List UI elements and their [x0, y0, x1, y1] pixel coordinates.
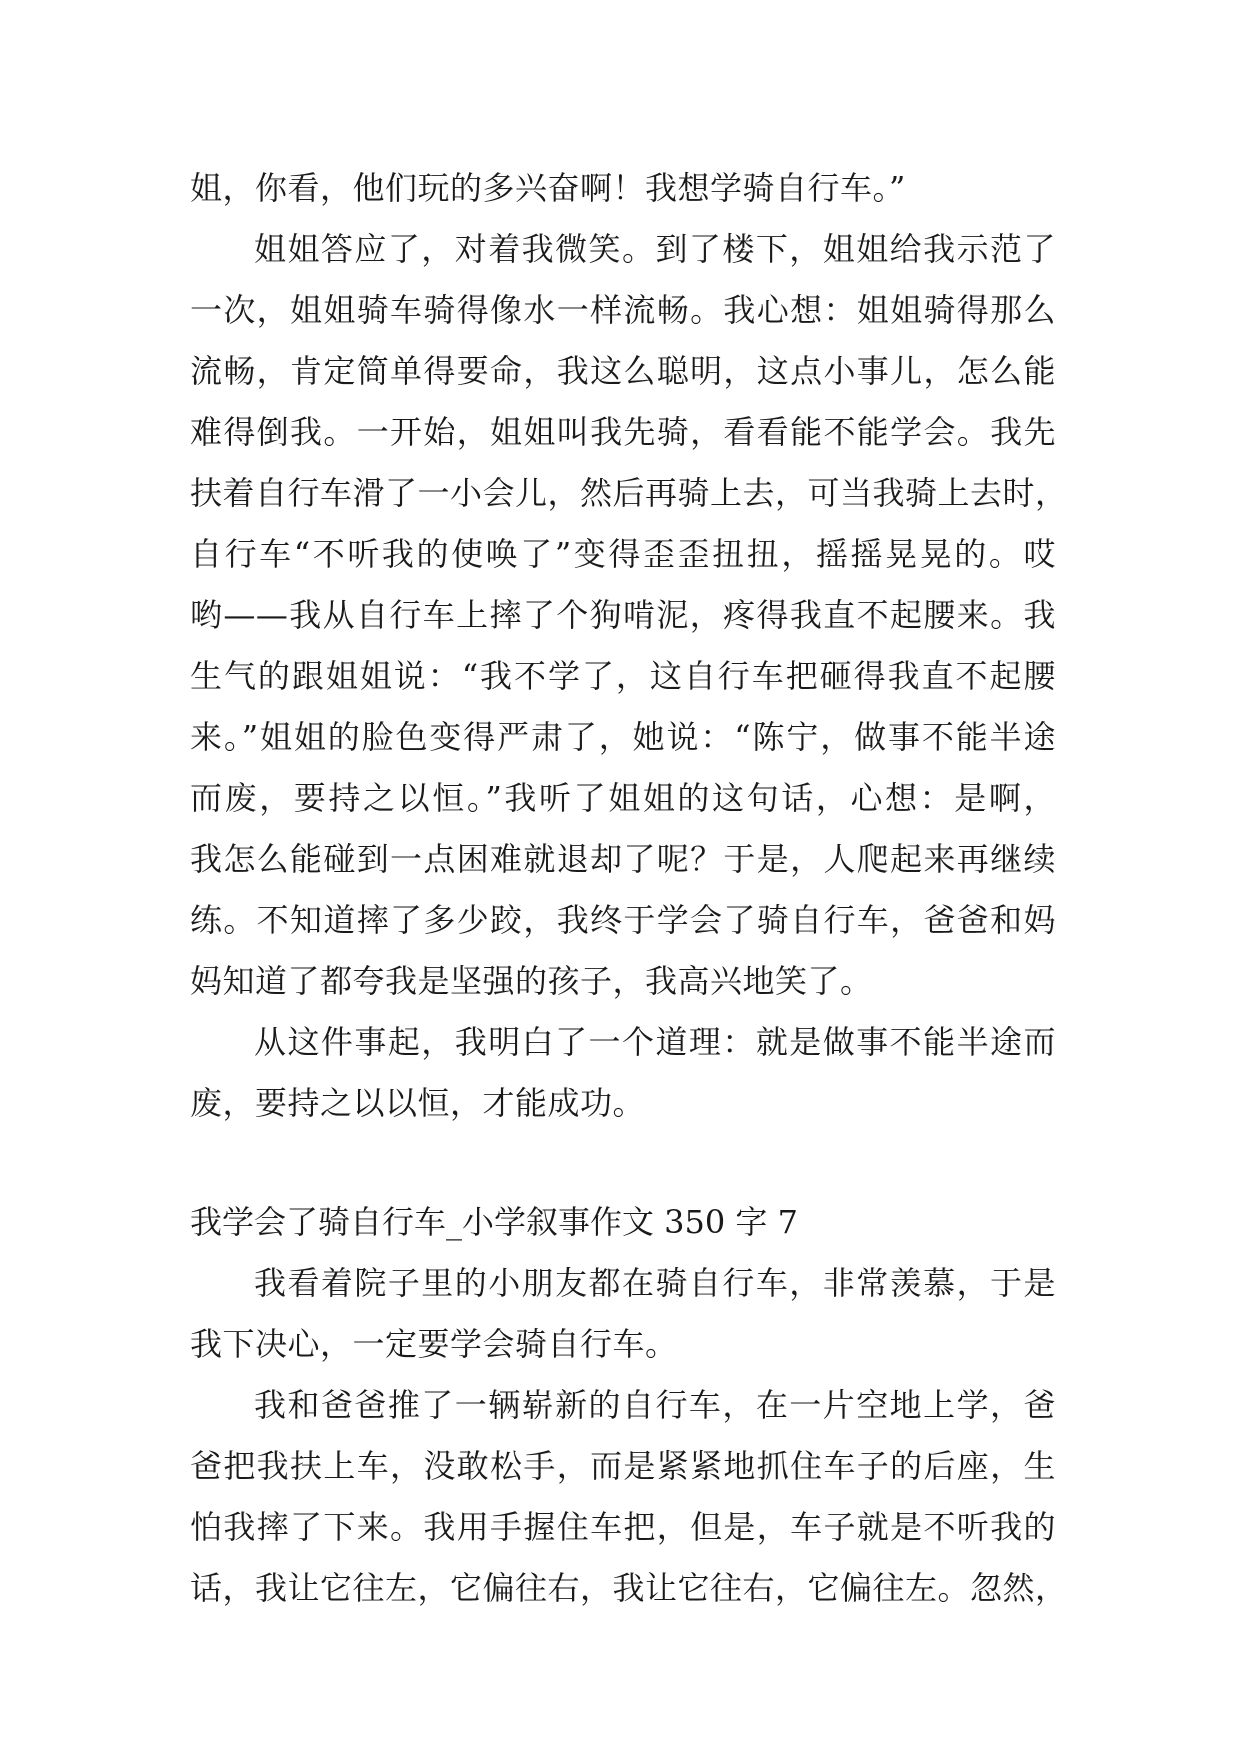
text-line: 妈知道了都夸我是坚强的孩子，我高兴地笑了。	[190, 962, 873, 1000]
essay-text	[190, 158, 1068, 1619]
text-line: 我下决心，一定要学会骑自行车。	[190, 1325, 678, 1363]
text-line: 自行车“不听我的使唤了”变得歪歪扭扭，摇摇晃晃的。哎	[190, 535, 1056, 573]
text-line: 哟——我从自行车上摔了个狗啃泥，疼得我直不起腰来。我	[190, 596, 1056, 634]
text-line: 来。”姐姐的脸色变得严肃了，她说：“陈宁，做事不能半途	[190, 718, 1056, 756]
text-line: 难得倒我。一开始，姐姐叫我先骑，看看能不能学会。我先	[190, 413, 1056, 451]
text-line: 废，要持之以以恒，才能成功。	[190, 1084, 646, 1122]
text-line: 生气的跟姐姐说：“我不学了，这自行车把砸得我直不起腰	[190, 657, 1056, 695]
text-line: 姐姐答应了，对着我微笑。到了楼下，姐姐给我示范了	[254, 230, 1056, 268]
text-line: 流畅，肯定简单得要命，我这么聪明，这点小事儿，怎么能	[190, 352, 1056, 390]
text-line: 怕我摔了下来。我用手握住车把，但是，车子就是不听我的	[190, 1508, 1056, 1546]
text-line: 从这件事起，我明白了一个道理：就是做事不能半途而	[254, 1023, 1056, 1061]
essay-heading: 我学会了骑自行车_小学叙事作文 350 字 7	[190, 1203, 798, 1241]
text-line: 我和爸爸推了一辆崭新的自行车，在一片空地上学，爸	[254, 1386, 1056, 1424]
text-line: 爸把我扶上车，没敢松手，而是紧紧地抓住车子的后座，生	[190, 1447, 1056, 1485]
text-line: 我怎么能碰到一点困难就退却了呢？于是，人爬起来再继续	[190, 840, 1056, 878]
text-line: 话，我让它往左，它偏往右，我让它往右，它偏往左。忽然，	[190, 1569, 1068, 1607]
text-line: 我看着院子里的小朋友都在骑自行车，非常羡慕，于是	[254, 1264, 1056, 1302]
text-line: 而废，要持之以恒。”我听了姐姐的这句话，心想：是啊，	[190, 779, 1056, 817]
paragraph-gap	[190, 1134, 1056, 1192]
text-line: 一次，姐姐骑车骑得像水一样流畅。我心想：姐姐骑得那么	[190, 291, 1056, 329]
text-line: 姐，你看，他们玩的多兴奋啊！我想学骑自行车。”	[190, 169, 906, 207]
text-line: 练。不知道摔了多少跤，我终于学会了骑自行车，爸爸和妈	[190, 901, 1056, 939]
text-line: 扶着自行车滑了一小会儿，然后再骑上去，可当我骑上去时，	[190, 474, 1068, 512]
